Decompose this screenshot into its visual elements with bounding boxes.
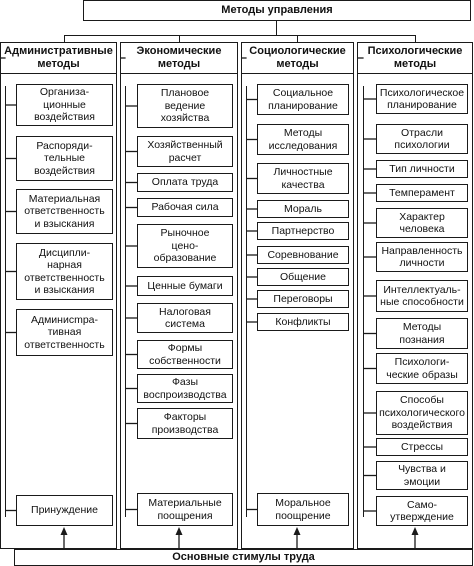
method-item: Материальная ответственность и взыскания	[16, 189, 113, 234]
method-item: Факторы производства	[137, 408, 233, 439]
method-item: Методы исследования	[257, 124, 349, 155]
method-item: Психологическое планирование	[376, 84, 468, 114]
spine-administrative	[5, 86, 6, 517]
method-item: Тип личности	[376, 160, 468, 178]
spine-psychological	[363, 86, 364, 517]
stimulus-box-material: Материальные поощрения	[137, 493, 233, 526]
header-psychological: Психологические методы	[357, 42, 473, 74]
method-item: Распоряди- тельные воздействия	[16, 136, 113, 181]
method-item: Личностные качества	[257, 163, 349, 194]
method-item: Психологи- ческие образы	[376, 353, 468, 384]
header-administrative: Административные методы	[0, 42, 117, 74]
method-item: Формы собственности	[137, 340, 233, 369]
method-item: Чувства и эмоции	[376, 461, 468, 490]
method-item: Хозяйственный расчет	[137, 136, 233, 167]
top-bus-line	[64, 35, 416, 36]
method-item: Темперамент	[376, 184, 468, 202]
spine-economic	[125, 86, 126, 517]
method-item: Переговоры	[257, 290, 349, 308]
spine-sociological	[246, 86, 247, 517]
method-item: Направленность личности	[376, 242, 468, 272]
method-item: Партнерство	[257, 222, 349, 240]
method-item: Админисmpa- тивная ответственность	[16, 309, 113, 356]
method-item: Способы психологического воздействия	[376, 391, 468, 435]
stimulus-box-coercion: Принуждение	[16, 495, 113, 526]
method-item: Организа- ционные воздействия	[16, 84, 113, 126]
method-item: Соревнование	[257, 246, 349, 264]
method-item: Фазы воспроизводства	[137, 374, 233, 403]
method-item: Характер человека	[376, 208, 468, 238]
method-item: Плановое ведение хозяйства	[137, 84, 233, 128]
method-item: Стрессы	[376, 438, 468, 456]
method-item: Само- утверждение	[376, 496, 468, 526]
stimulus-box-moral: Моральное поощрение	[257, 493, 349, 526]
method-item: Рыночное цено- образование	[137, 224, 233, 268]
method-item: Оплата труда	[137, 173, 233, 192]
method-item: Общение	[257, 268, 349, 286]
top-connector	[276, 20, 277, 36]
method-item: Ценные бумаги	[137, 276, 233, 296]
method-item: Дисципли- нарная ответственность и взыскания	[16, 243, 113, 300]
method-item: Методы познания	[376, 318, 468, 349]
header-sociological: Социологические методы	[241, 42, 354, 74]
diagram-title: Методы управления	[83, 0, 471, 21]
method-item: Конфликты	[257, 313, 349, 331]
method-item: Мораль	[257, 200, 349, 218]
method-item: Интеллектуаль- ные способности	[376, 280, 468, 312]
method-item: Отрасли психологии	[376, 124, 468, 154]
method-item: Налоговая система	[137, 303, 233, 333]
method-item: Социальное планирование	[257, 84, 349, 115]
method-item: Рабочая сила	[137, 198, 233, 217]
footer-stimuli-label: Основные стимулы труда	[14, 549, 473, 566]
header-economic: Экономические методы	[120, 42, 238, 74]
